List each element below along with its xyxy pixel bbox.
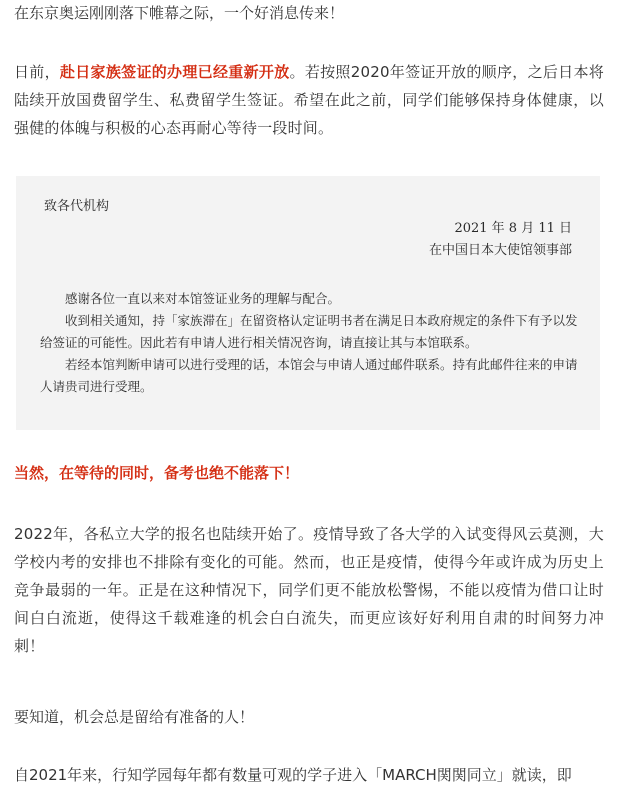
- paragraph-exam-prep: 2022年，各私立大学的报名也陆续开始了。疫情导致了各大学的入试变得风云莫测，大学校内考的安排也不排除有变化的可能。然而，也正是疫情，使得今年或许成为历史上竞争最弱的一年。正是在这种情况下，同学们更不能放松警惕，不能以疫情为借口让时间白白流逝，使得这千载难逢的机会白白流失，而更应该好好利用自肃的时间努力冲刺！: [14, 525, 604, 655]
- paragraph-announcement: [14, 58, 604, 142]
- notice-body: [40, 288, 580, 398]
- paragraph-results: 自2021年来，行知学园每年都有数量可观的学子进入「MARCH関関同立」就读，即: [14, 766, 572, 784]
- notice-paragraph: 若经本馆判断申请可以进行受理的话，本馆会与申请人通过邮件联系。持有此邮件往来的申请人请贵司进行受理。: [40, 357, 578, 394]
- paragraph-opportunity: 要知道，机会总是留给有准备的人！: [14, 708, 255, 726]
- embassy-notice-image: [16, 176, 600, 430]
- notice-paragraph: 感谢各位一直以来对本馆签证业务的理解与配合。: [65, 291, 341, 306]
- intro-line: 在东京奥运刚刚落下帷幕之际，一个好消息传来！: [14, 4, 345, 22]
- red-heading: 当然，在等待的同时，备考也绝不能落下！: [14, 464, 300, 482]
- announcement-highlight: 赴日家族签证的办理已经重新开放: [59, 63, 290, 81]
- announcement-rest: 。若按照2020年签证开放的顺序，之后日本将陆续开放国费留学生、私费留学生签证。希望在此之前，同学们能够保持身体健康，以强健的体魄与积极的心态再耐心等待一段时间。: [14, 63, 604, 137]
- notice-addressee: 致各代机构: [44, 199, 110, 214]
- notice-issuer: 在中国日本大使馆领事部: [428, 243, 572, 258]
- announcement-prefix: 日前，: [14, 63, 60, 81]
- notice-paragraph: 收到相关通知，持「家族滞在」在留资格认定证明书者在满足日本政府规定的条件下有予以发给签证的可能性。因此若有申请人进行相关情况咨询，请直接让其与本馆联系。: [40, 313, 578, 350]
- notice-date: 2021 年 8 月 11 日: [454, 221, 572, 236]
